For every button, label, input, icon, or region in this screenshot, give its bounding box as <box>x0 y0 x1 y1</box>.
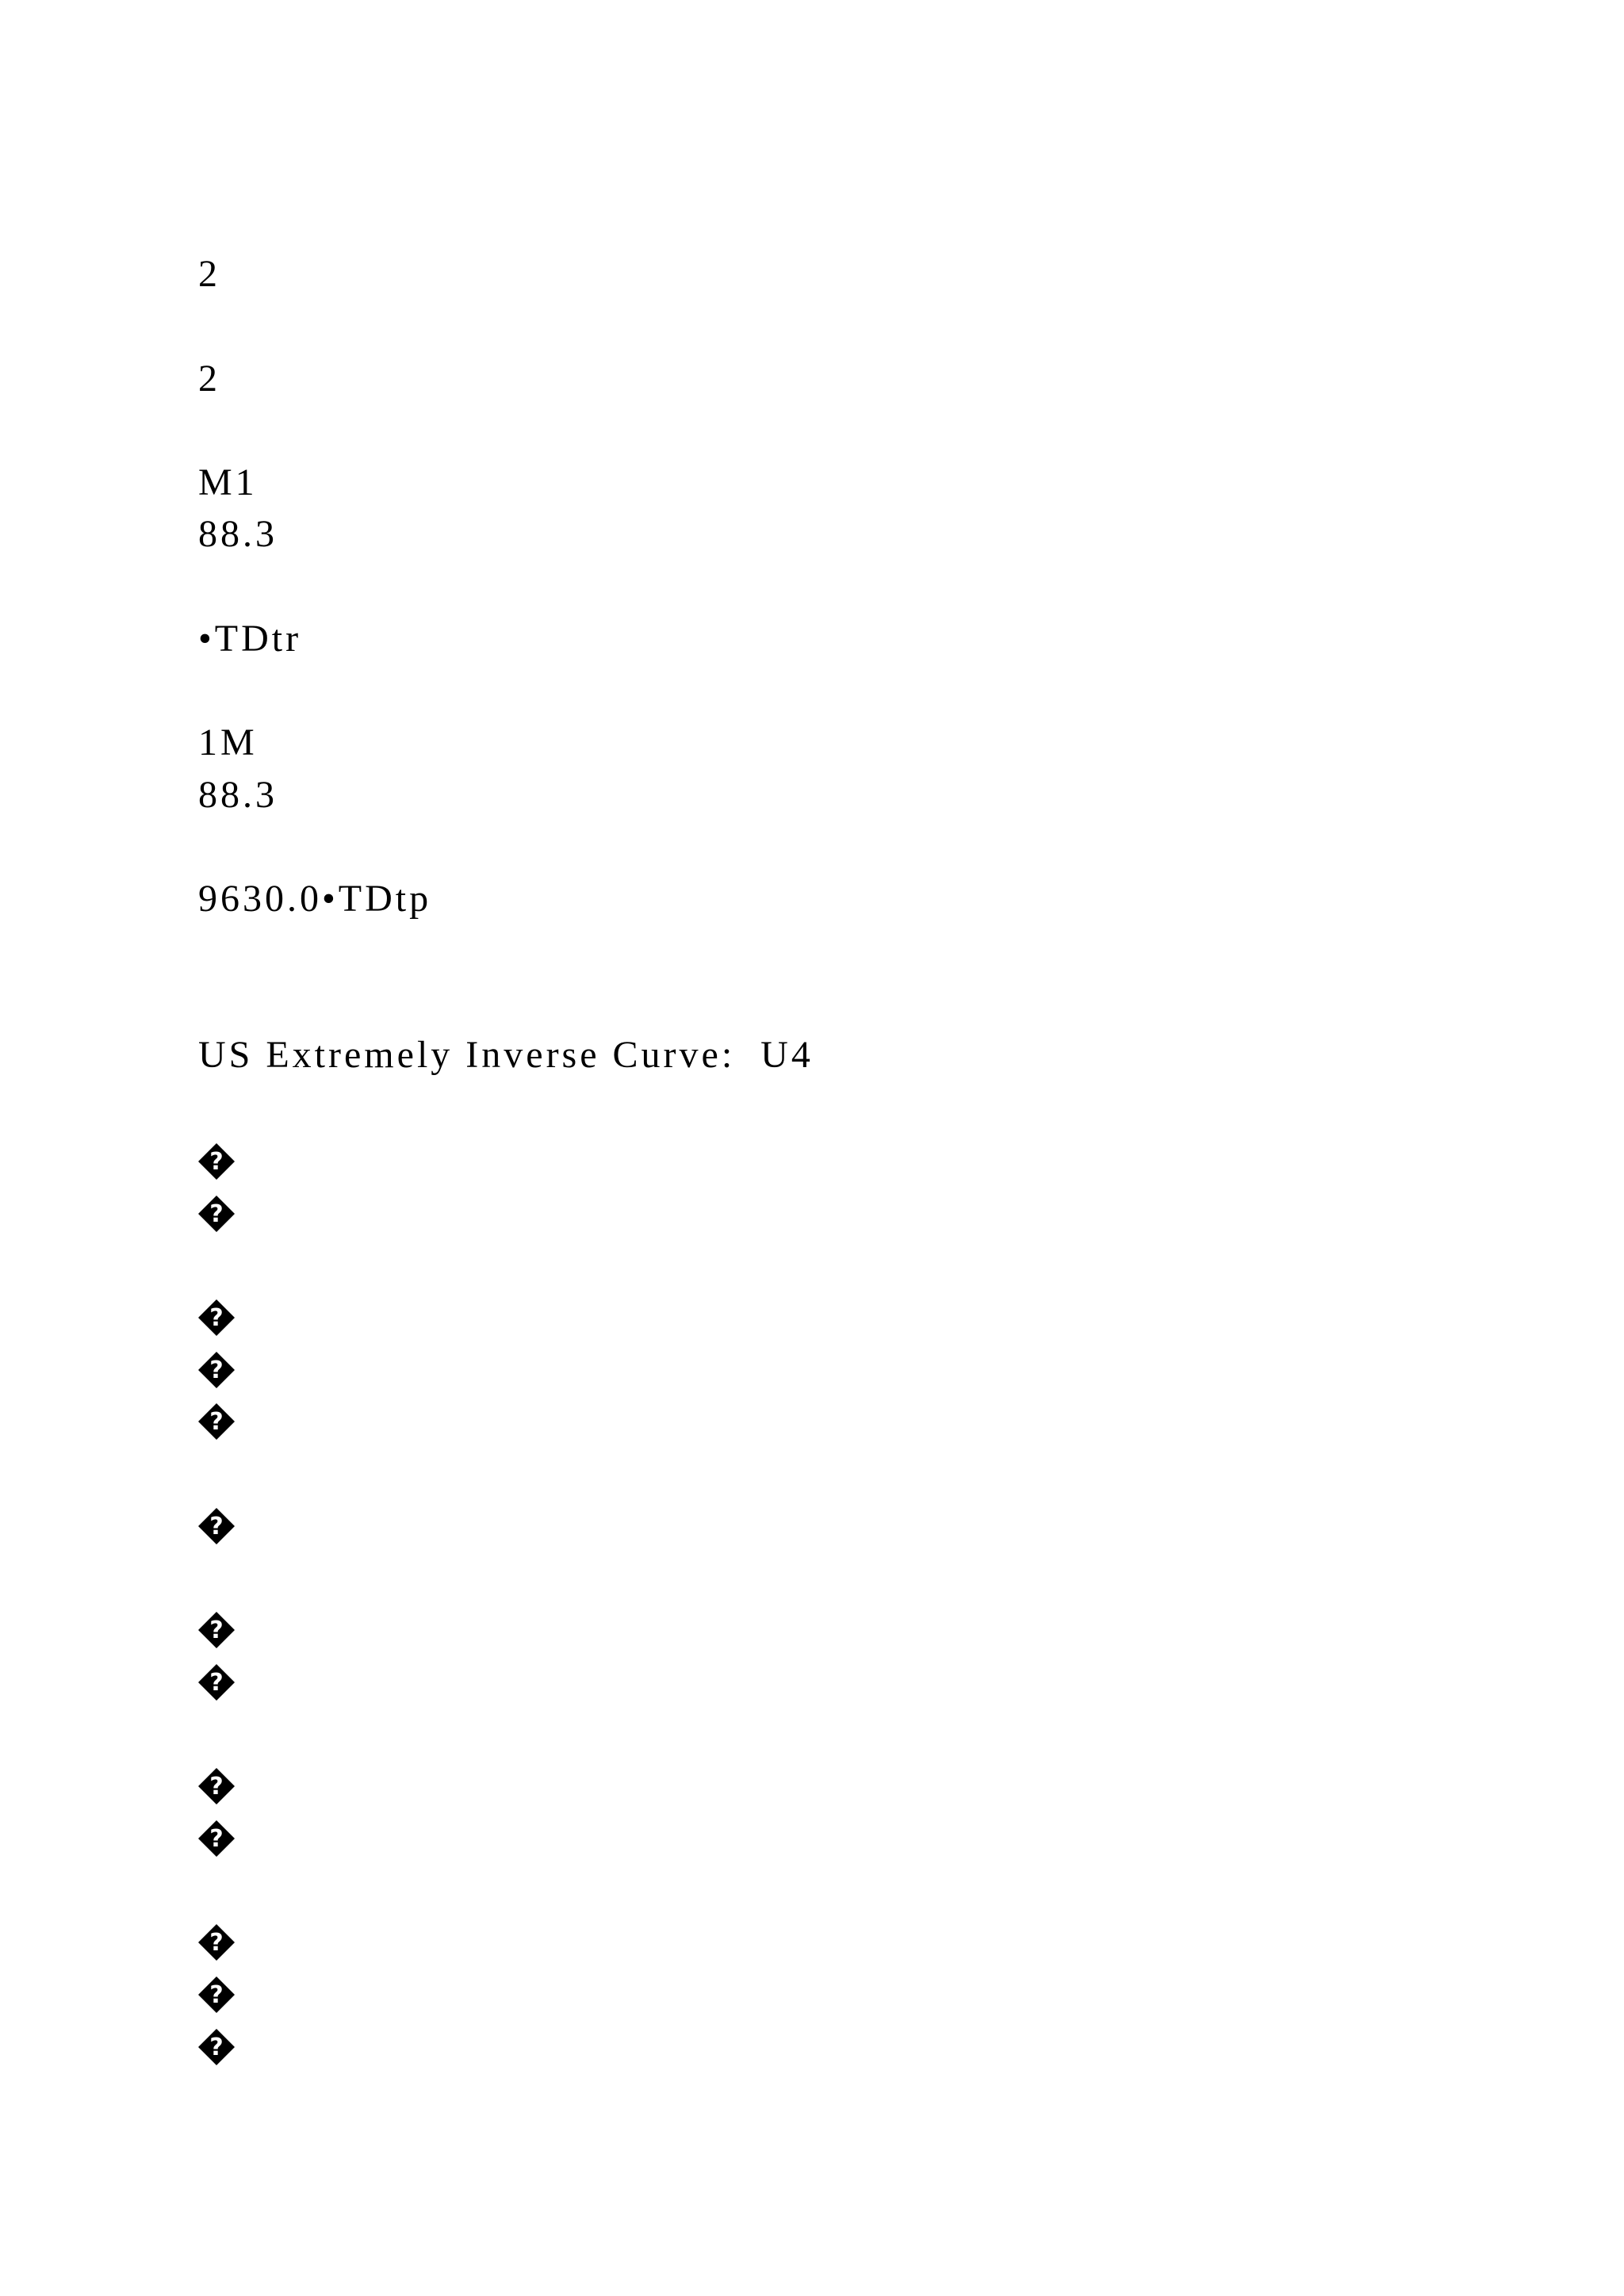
text-line-4: 88.3 <box>198 513 278 555</box>
replacement-character-icon <box>197 1506 236 1546</box>
replacement-character-icon <box>197 1194 236 1234</box>
svg-text:?: ? <box>209 1200 224 1228</box>
replacement-character-icon <box>197 1142 236 1181</box>
text-line-5: •TDtr <box>198 618 302 660</box>
svg-text:?: ? <box>209 1513 224 1540</box>
replacement-character-icon <box>197 1766 236 1806</box>
svg-text:?: ? <box>209 1929 224 1957</box>
replacement-character-icon <box>197 1298 236 1337</box>
svg-text:?: ? <box>209 2034 224 2061</box>
svg-text:?: ? <box>209 1304 224 1332</box>
svg-text:?: ? <box>209 1981 224 2009</box>
replacement-character-icon <box>197 2027 236 2067</box>
svg-text:?: ? <box>209 1148 224 1176</box>
replacement-character-icon <box>197 1975 236 2015</box>
svg-text:?: ? <box>209 1825 224 1853</box>
replacement-character-icon <box>197 1923 236 1962</box>
replacement-character-icon <box>197 1350 236 1390</box>
text-line-8: 9630.0•TDtp <box>198 878 432 920</box>
svg-text:?: ? <box>209 1773 224 1800</box>
replacement-character-icon <box>197 1610 236 1650</box>
text-line-3: M1 <box>198 461 258 503</box>
text-line-9: US Extremely Inverse Curve: U4 <box>198 1034 814 1076</box>
svg-text:?: ? <box>209 1408 224 1436</box>
svg-text:?: ? <box>209 1357 224 1384</box>
replacement-character-icon <box>197 1663 236 1702</box>
replacement-character-icon <box>197 1819 236 1858</box>
svg-text:?: ? <box>209 1669 224 1697</box>
text-line-6: 1M <box>198 721 258 763</box>
text-line-7: 88.3 <box>198 774 278 816</box>
replacement-character-icon <box>197 1402 236 1441</box>
text-line-2: 2 <box>198 358 220 400</box>
text-line-1: 2 <box>198 253 220 295</box>
svg-text:?: ? <box>209 1617 224 1644</box>
